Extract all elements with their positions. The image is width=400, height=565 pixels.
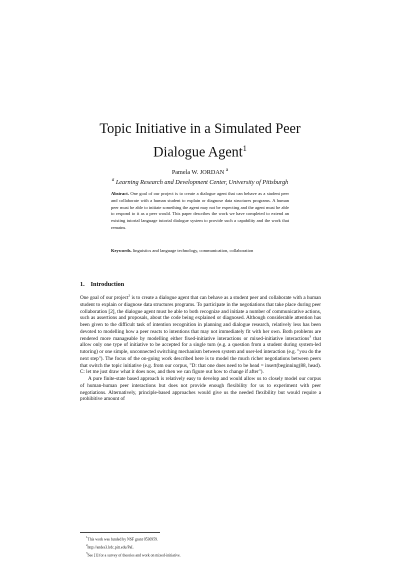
title-footnote-mark: 1 (242, 144, 247, 153)
footnote-1 (86, 535, 320, 543)
paragraph-1-part-b: is to create a dialogue agent that can behave as a student peer and collaborate with a human student to explain or diagnose data structures programs. To participate in the negotiations that take place during peer collaboration [2], the dialogue agent must be able to both recognize and initiate a number of communicative actions, such as assertions and proposals, about the code being explained or diagnosed. Although considerable attention has been given to the difficult task of intention recognition in planning and dialogue research, relatively less has been devoted to modelling how a peer reacts to intentions that may not immediately fit with her own. Both problems are rendered more manageable by modelling either fixed-initiative interactions or mixed-initiative interactions (80, 295, 321, 342)
paragraph-1-part-c: that allow only one type of initiative to be accepted for a single turn (e.g. a question from a student during system-led tutoring) or one simple, unconnected switching mechanism between system and user-led interaction (e.g. "you do the next step"). The focus of the on-going work described here is to model the much richer negotiations between peers that switch the topic initiative (e.g. from our corpus, "D: that one does need to be head = insert(beginning(88, head). C: let me just draw what it does now, and then we can figure out how to change if after"). (80, 335, 321, 376)
affiliation-mark: a (111, 177, 115, 183)
body-text (80, 295, 321, 403)
abstract-label: Abstract. (111, 191, 129, 196)
paragraph-1-part-a: One goal of our project (80, 295, 129, 301)
title-line-2-text: Dialogue Agent (153, 144, 243, 161)
footnotes (86, 535, 320, 559)
affiliation-text: Learning Research and Development Center, University of Pittsburgh (115, 179, 289, 187)
footnote-3-text: See [1] for a survey of theories and work on mixed-initiative. (87, 553, 181, 558)
abstract (111, 191, 289, 232)
footnote-3 (86, 551, 320, 559)
affiliation-line (60, 176, 340, 187)
keywords (111, 248, 289, 255)
author-name: Pamela W. JORDAN (171, 169, 225, 177)
abstract-text: One goal of our project is to create a dialogue agent that can behave as a student peer and collaborate with a human student to explain or diagnose data structures programs. A human peer must be able to initiate something the agent may not be expecting and the agent must be able to respond to it as a peer would. This paper describes the work we have completed to extend an existing tutorial language tutorial dialogue system to provide such a capability and the work that remains. (111, 191, 290, 230)
paper-title (60, 120, 340, 163)
footnote-ref-3: 3 (309, 333, 311, 338)
keywords-text: linguistics and language technology, communication, collaboration (132, 248, 254, 253)
footnote-2 (86, 543, 320, 551)
paragraph-1 (80, 295, 321, 376)
footnote-2-text: http://andes3.lrdc.pitt.edu/PaL (87, 545, 134, 550)
footnote-ref-2: 2 (128, 293, 131, 298)
footnote-3-mark: 3 (86, 551, 88, 556)
keywords-label: Keywords. (111, 248, 132, 253)
title-line-1: Topic Initiative in a Simulated Peer (99, 121, 301, 137)
section-number: 1. (80, 281, 85, 288)
footnote-1-mark: 1 (86, 535, 88, 539)
footnote-rule (80, 532, 160, 533)
paragraph-2: A pure finite-state based approach is relatively easy to develop and would allow us to closely model our corpus of human-human peer interactions but does not provide enough flexibility for us to experiment with peer negotiations. Alternatively, principle-based approaches would give us the needed flexibility but would require a prohibitive amount of (80, 376, 321, 403)
footnote-1-text: This work was funded by NSF grant 0536959. (87, 537, 158, 542)
section-heading (80, 281, 320, 289)
section-title: Introduction (90, 281, 125, 288)
author-affiliation-mark: a (225, 167, 229, 173)
footnote-2-mark: 2 (86, 543, 88, 548)
title-line-2 (60, 139, 340, 163)
